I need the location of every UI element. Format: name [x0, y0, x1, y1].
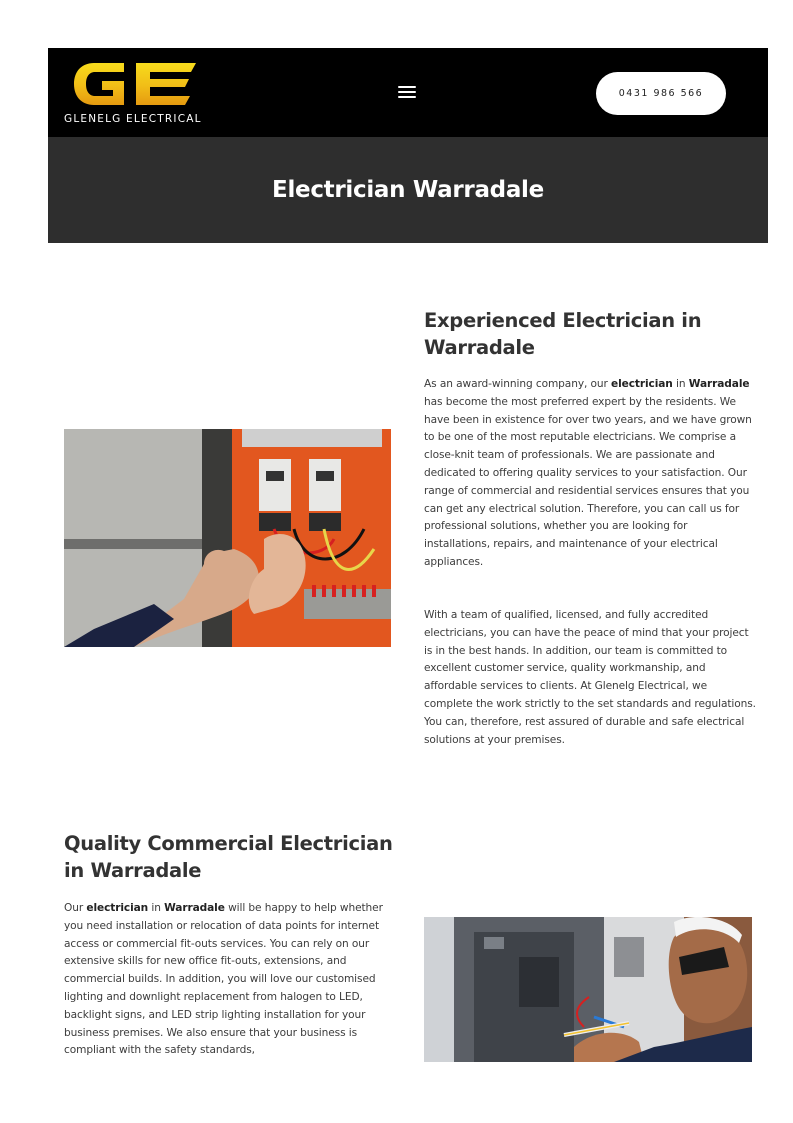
section1-paragraph2: With a team of qualified, licensed, and fully accredited electricians, you can have the peace of mind that your project is in the best hands. In addition, our team is committed to excellent customer service, quality workmanship, and affordable services to clients. At Glenelg Electrical, we complete the work strictly to the set standards and regulations. You can, therefore, rest assured of durable and safe electrical solutions at your premises.: [424, 609, 756, 746]
section2-title: Quality Commercial Electrician in Warradale: [64, 832, 393, 882]
breaker-testing-image: [424, 917, 752, 1062]
keyword-electrician: electrician: [86, 902, 149, 914]
electrician-testing-photo-icon: [424, 917, 752, 1062]
page-banner: [48, 137, 768, 243]
hamburger-icon: [398, 86, 416, 88]
hamburger-icon-line: [398, 96, 416, 98]
page-title: Electrician Warradale: [272, 177, 544, 203]
menu-toggle-button[interactable]: [398, 84, 416, 100]
hamburger-icon-line: [398, 91, 416, 93]
keyword-warradale: Warradale: [688, 378, 750, 390]
section1-title: Experienced Electrician in Warradale: [424, 309, 702, 359]
section2-paragraph1: [64, 900, 396, 1062]
electrician-photo-icon: [64, 429, 391, 647]
text-span: As an award-winning company, our: [424, 378, 612, 390]
text-span: will be happy to help whether you need installation or relocation of data points for internet access or commercial fit-outs services. You can rely on our extensive skills for new office fit-outs, extensions, and commercial builds. In addition, you will love our customised lighting and downlight replacement from halogen to LED, backlight signs, and LED strip lighting installation for your business premises. We also ensure that your business is compliant with the safety standards,: [64, 902, 383, 1057]
section1-paragraph1: [424, 376, 756, 572]
logo-text: GLENELG ELECTRICAL: [64, 113, 202, 125]
site-header: [48, 48, 768, 137]
text-span: Our: [64, 902, 87, 914]
keyword-electrician: electrician: [611, 378, 673, 390]
keyword-warradale: Warradale: [164, 902, 225, 914]
logo-link[interactable]: [64, 60, 224, 130]
text-span: in: [148, 902, 165, 914]
text-span: in: [672, 378, 689, 390]
text-span: has become the most preferred expert by the residents. We have been in existence for over two years, and we have grown to be one of the most reputable electricians. We comprise a close-knit team of professionals. We are passionate and dedicated to offering quality services to your satisfaction. Our range of commercial and residential services ensures that you can get any electrical solution. Therefore, you can call us for professional solutions, whether you are looking for installations, repairs, and maintenance of your electrical appliances.: [424, 395, 752, 568]
switchboard-image: [64, 429, 391, 647]
phone-button[interactable]: 0431 986 566: [596, 72, 726, 115]
